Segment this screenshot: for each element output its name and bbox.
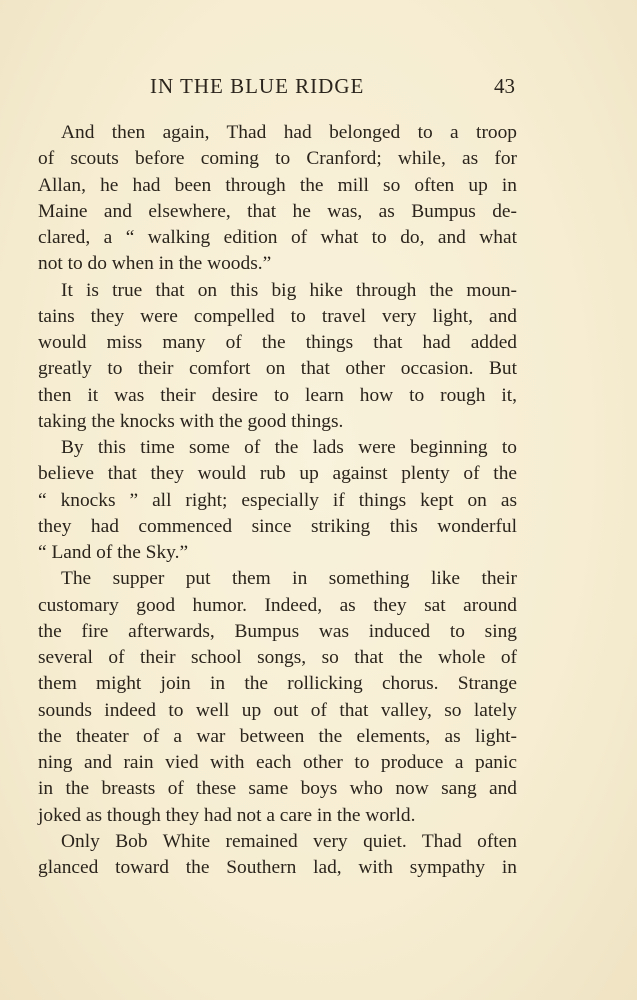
text-line: clared, a “ walking edition of what to do, and what — [38, 227, 517, 248]
text-line: greatly to their comfort on that other occasion. But — [38, 358, 517, 380]
text-line: “ knocks ” all right; especially if things kept on as — [38, 489, 517, 511]
text-line: they had commenced since striking this wonderful — [38, 515, 517, 537]
text-line: would miss many of the things that had added — [38, 332, 517, 353]
body-text — [38, 120, 517, 881]
text-line: By this time some of the lads were beginning to — [61, 437, 517, 458]
text-line: several of their school songs, so that the whole of — [38, 647, 517, 668]
running-title: IN THE BLUE RIDGE — [150, 74, 365, 98]
text-line: And then again, Thad had belonged to a troop — [61, 122, 517, 143]
text-line: joked as though they had not a care in the world. — [38, 804, 416, 826]
text-line: in the breasts of these same boys who now sang and — [38, 778, 517, 800]
text-line: Allan, he had been through the mill so often up in — [38, 174, 517, 196]
text-line: sounds indeed to well up out of that valley, so lately — [38, 699, 517, 721]
text-line: Maine and elsewhere, that he was, as Bumpus de- — [38, 200, 517, 222]
text-line: them might join in the rollicking chorus. Strange — [38, 673, 517, 695]
text-line: Only Bob White remained very quiet. Thad often — [61, 830, 517, 852]
text-line: believe that they would rub up against plenty of the — [38, 463, 517, 485]
text-line: the theater of a war between the elements, as light- — [38, 725, 517, 747]
text-line: the fire afterwards, Bumpus was induced to sing — [38, 620, 517, 642]
text-line: taking the knocks with the good things. — [38, 410, 344, 432]
text-line: It is true that on this big hike through the moun- — [61, 279, 517, 301]
text-line: glanced toward the Southern lad, with sympathy in — [38, 857, 517, 878]
text-line: customary good humor. Indeed, as they sat around — [38, 594, 517, 616]
page-header — [0, 74, 637, 104]
text-line: ning and rain vied with each other to produce a panic — [38, 752, 517, 773]
text-line: “ Land of the Sky.” — [38, 542, 189, 563]
text-line: tains they were compelled to travel very light, and — [38, 305, 517, 327]
text-line: not to do when in the woods.” — [38, 253, 272, 275]
text-line: of scouts before coming to Cranford; while, as for — [38, 148, 517, 170]
text-line: The supper put them in something like their — [61, 568, 517, 590]
page-number: 43 — [494, 74, 515, 98]
text-line: then it was their desire to learn how to rough it, — [38, 384, 517, 406]
